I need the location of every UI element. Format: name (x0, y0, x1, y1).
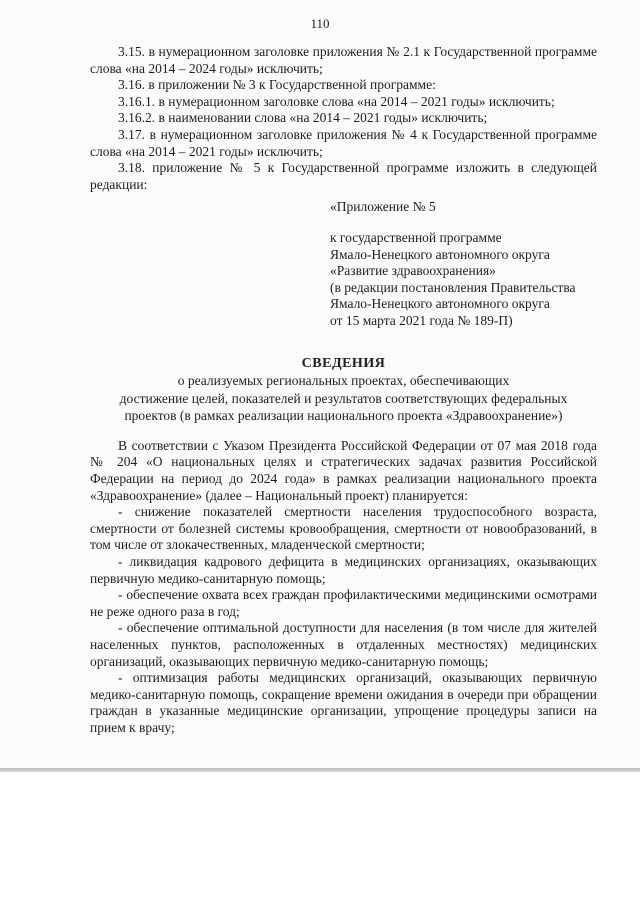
appendix-line: от 15 марта 2021 года № 189-П) (330, 312, 513, 328)
page-number: 110 (310, 16, 330, 31)
section-subtitle-line: о реализуемых региональных проектах, обеспечивающих (177, 373, 510, 389)
appendix-line: к государственной программе (330, 229, 502, 245)
appendix-line: «Развитие здравоохранения» (330, 263, 496, 279)
list-item: - снижение показателей смертности населения трудоспособного возраста, смертности от болезней системы кровообращения, смертности от новообразований, в том числе от злокачественных, младенческой смертности; (90, 504, 597, 553)
blank-area (0, 772, 640, 905)
amendment-3-16-1: 3.16.1. в нумерационном заголовке слова «на 2014 – 2021 годы» исключить; (118, 93, 555, 109)
amendment-3-15: 3.15. в нумерационном заголовке приложения № 2.1 к Государственной программе слова «на 2014 – 2024 годы» исключить; (90, 44, 597, 76)
intro-paragraph: В соответствии с Указом Президента Российской Федерации от 07 мая 2018 года № 204 «О национальных целях и стратегических задачах развития Российской Федерации на период до 2024 года» в рамках реализации национального проекта «Здравоохранение» (далее – Национальный проект) планируется: (90, 437, 597, 503)
appendix-line: Ямало-Ненецкого автономного округа (330, 246, 550, 262)
amendment-3-17: 3.17. в нумерационном заголовке приложения № 4 к Государственной программе слова «на 2014 – 2021 годы» исключить; (90, 126, 597, 159)
appendix-header (330, 199, 597, 329)
appendix-title: «Приложение № 5 (330, 199, 436, 215)
document-body (90, 44, 597, 737)
amendment-3-18: 3.18. приложение № 5 к Государственной программе изложить в следующей редакции: (90, 160, 597, 192)
appendix-line: Ямало-Ненецкого автономного округа (330, 296, 550, 312)
list-item: - оптимизация работы медицинских организаций, оказывающих первичную медико-санитарную помощь, сокращение времени ожидания в очереди при обращении граждан в указанные медицинские организации, упрощение процедуры записи на прием к врачу; (90, 670, 597, 735)
amendment-3-16-2: 3.16.2. в наименовании слова «на 2014 – 2021 годы» исключить; (118, 110, 488, 126)
appendix-line: (в редакции постановления Правительства (330, 279, 576, 295)
section-title: СВЕДЕНИЯ (301, 355, 386, 371)
list-item: - ликвидация кадрового дефицита в медицинских организациях, оказывающих первичную медико-санитарную помощь; (90, 554, 597, 586)
section-subtitle-line: достижение целей, показателей и результатов соответствующих федеральных (119, 390, 568, 406)
list-item: - обеспечение оптимальной доступности для населения (в том числе для жителей населенных пунктов, расположенных в отдаленных местностях) медицинских организаций, оказывающих первичную медико-санитарную помощь; (90, 620, 597, 669)
section-subtitle-line: проектов (в рамках реализации национального проекта «Здравоохранение») (124, 408, 563, 424)
amendment-3-16: 3.16. в приложении № 3 к Государственной программе: (118, 77, 436, 93)
list-item: - обеспечение охвата всех граждан профилактическими медицинскими осмотрами не реже одного раза в год; (90, 587, 597, 619)
